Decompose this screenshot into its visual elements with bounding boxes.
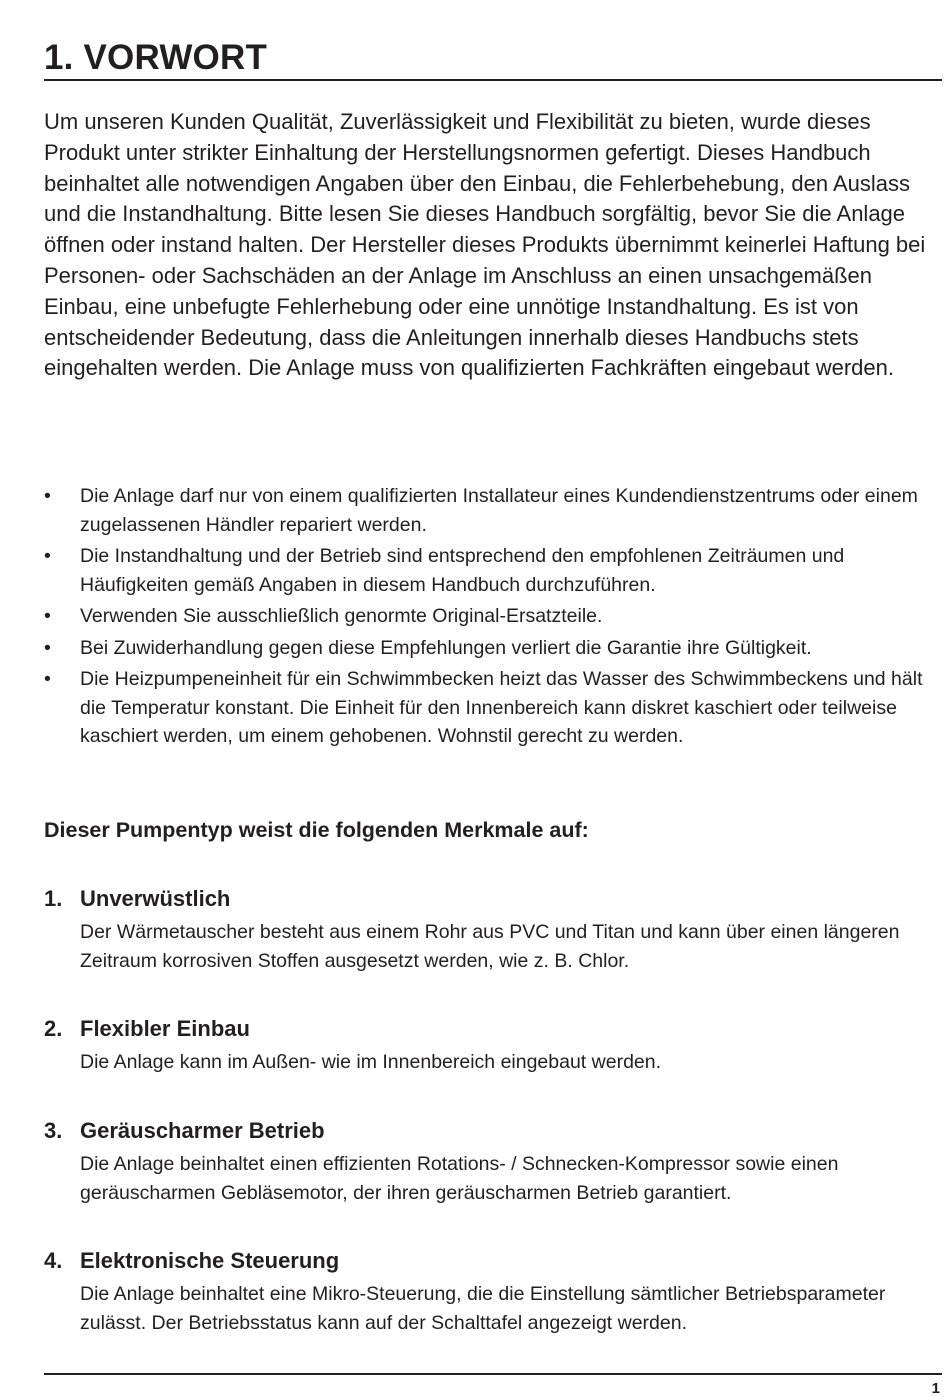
feature-title	[44, 1116, 942, 1146]
list-item	[44, 665, 942, 751]
document-page	[44, 0, 942, 1397]
bullet-icon: •	[44, 605, 51, 627]
features-heading: Dieser Pumpentyp weist die folgenden Merkmale auf:	[44, 818, 589, 842]
feature-number: 2.	[44, 1016, 63, 1041]
title-divider	[44, 79, 942, 81]
feature-flexible-installation	[44, 1014, 942, 1077]
feature-title-text: Geräuscharmer Betrieb	[80, 1118, 325, 1143]
list-item-text: Die Anlage darf nur von einem qualifizierten Installateur eines Kundendienstzentrums oder einem zugelassenen Händler repariert werden.	[80, 485, 918, 536]
page-number: 1	[931, 1380, 940, 1397]
feature-electronic-control	[44, 1246, 942, 1338]
page-title: 1. VORWORT	[44, 38, 268, 77]
feature-low-noise	[44, 1116, 942, 1208]
feature-description: Die Anlage kann im Außen- wie im Innenbereich eingebaut werden.	[80, 1051, 662, 1073]
list-item-text: Bei Zuwiderhandlung gegen diese Empfehlungen verliert die Garantie ihre Gültigkeit.	[80, 636, 812, 659]
intro-paragraph: Um unseren Kunden Qualität, Zuverlässigkeit und Flexibilität zu bieten, wurde dieses Produkt unter strikter Einhaltung der Herstellungsnormen gefertigt. Dieses Handbuch beinhaltet alle notwendigen Angaben über den Einbau, die Fehlerbehebung, den Auslass und die Instandhaltung. Bitte lesen Sie dieses Handbuch sorgfältig, bevor Sie die Anlage öffnen oder instand halten. Der Hersteller dieses Produkts übernimmt keinerlei Haftung bei Personen- oder Sachschäden an der Anlage im Anschluss an einen unsachgemäßen Einbau, eine unbefugte Fehlerhebung oder eine unnötige Instandhaltung. Es ist von entscheidender Bedeutung, dass die Anleitungen innerhalb dieses Handbuchs stets eingehalten werden. Die Anlage muss von qualifizierten Fachkräften eingebaut werden.	[44, 109, 926, 381]
feature-title	[44, 1014, 942, 1044]
feature-title-text: Unverwüstlich	[80, 886, 231, 911]
notes-list	[44, 482, 942, 754]
feature-description: Die Anlage beinhaltet einen effizienten Rotations- / Schnecken-Kompressor sowie einen geräuscharmen Gebläsemotor, der ihren geräuscharmen Betrieb garantiert.	[80, 1153, 839, 1204]
bullet-icon: •	[44, 545, 51, 567]
feature-number: 1.	[44, 886, 63, 911]
list-item	[44, 482, 942, 539]
list-item	[44, 634, 942, 663]
feature-description: Die Anlage beinhaltet eine Mikro-Steuerung, die die Einstellung sämtlicher Betriebsparameter zulässt. Der Betriebsstatus kann auf der Schalttafel angezeigt werden.	[80, 1283, 886, 1334]
bullet-icon: •	[44, 668, 51, 690]
bullet-icon: •	[44, 485, 51, 507]
list-item-text: Die Instandhaltung und der Betrieb sind entsprechend den empfohlenen Zeiträumen und Häufigkeiten gemäß Angaben in diesem Handbuch durchzuführen.	[80, 545, 845, 596]
list-item	[44, 542, 942, 599]
feature-title	[44, 1246, 942, 1276]
feature-title	[44, 884, 942, 914]
feature-number: 4.	[44, 1248, 63, 1273]
feature-durable	[44, 884, 942, 976]
list-item-text: Verwenden Sie ausschließlich genormte Original-Ersatzteile.	[80, 605, 603, 627]
feature-title-text: Elektronische Steuerung	[80, 1248, 340, 1273]
feature-description: Der Wärmetauscher besteht aus einem Rohr aus PVC und Titan und kann über einen längeren Zeitraum korrosiven Stoffen ausgesetzt werden, wie z. B. Chlor.	[80, 921, 900, 972]
footer-divider	[44, 1373, 942, 1375]
bullet-icon: •	[44, 636, 51, 659]
list-item-text: Die Heizpumpeneinheit für ein Schwimmbecken heizt das Wasser des Schwimmbeckens und hält die Temperatur konstant. Die Einheit für den Innenbereich kann diskret kaschiert oder teilweise kaschiert werden, um einem gehobenen. Wohnstil gerecht zu werden.	[80, 668, 923, 747]
feature-title-text: Flexibler Einbau	[80, 1016, 250, 1041]
list-item	[44, 602, 942, 631]
feature-number: 3.	[44, 1118, 63, 1143]
